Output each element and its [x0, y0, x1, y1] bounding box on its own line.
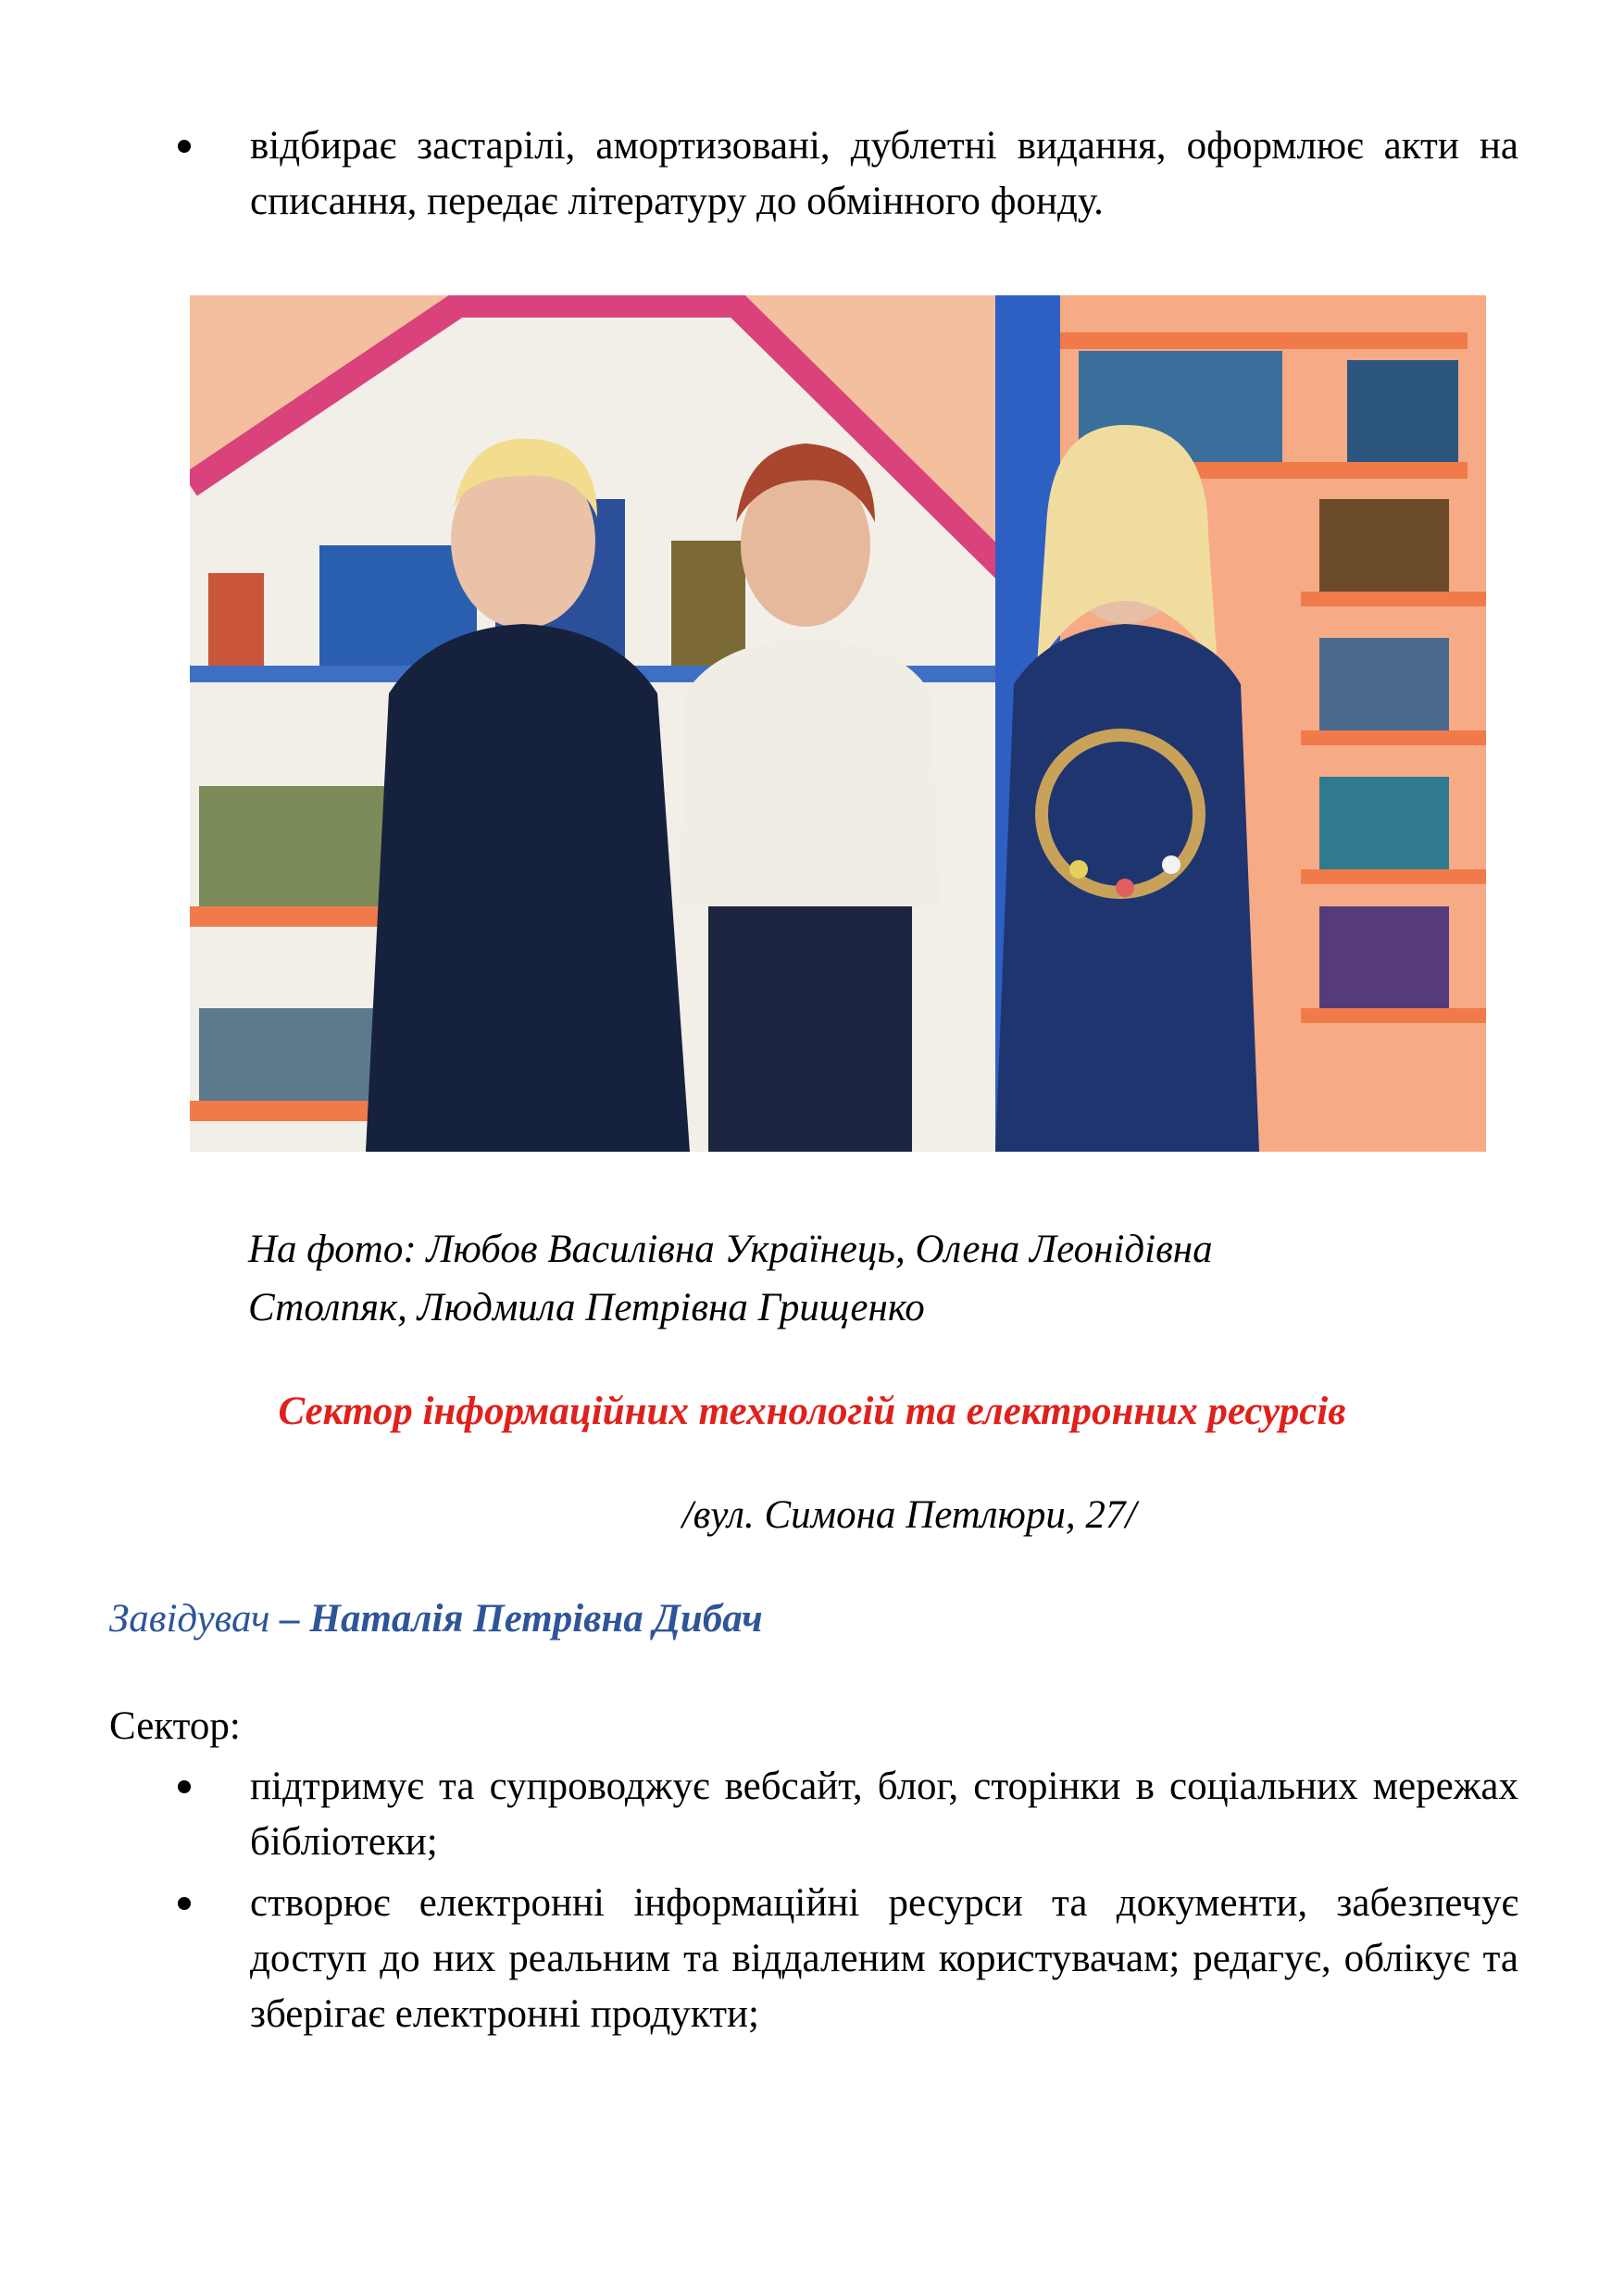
- head-dash: –: [280, 1597, 300, 1641]
- list-item-text: підтримує та супроводжує вебсайт, блог, сторінки в соціальних мережах бібліотеки;: [250, 1765, 1518, 1864]
- bullet-icon: [178, 1897, 191, 1910]
- sector-intro: Сектор:: [109, 1704, 241, 1748]
- section-address: /вул. Симона Петлюри, 27/: [681, 1493, 1137, 1537]
- section-head: [109, 1596, 763, 1641]
- head-name: Наталія Петрівна Дибач: [309, 1597, 763, 1641]
- caption-line-1: На фото: Любов Василівна Українець, Олена Леонідівна: [248, 1228, 1213, 1271]
- duties-list-top: [176, 119, 1518, 235]
- section-title: Сектор інформаційних технологій та електронних ресурсів: [278, 1390, 1346, 1433]
- photo-illustration: [190, 295, 1486, 1152]
- bullet-icon: [178, 140, 191, 153]
- list-item: [176, 1759, 1518, 1870]
- photo-caption: [248, 1220, 1452, 1337]
- photo-three-librarians: [190, 295, 1486, 1152]
- bullet-icon: [178, 1780, 191, 1793]
- list-item: [176, 1876, 1518, 2042]
- caption-line-2: Столпяк, Людмила Петрівна Грищенко: [248, 1286, 925, 1329]
- list-item-text: створює електронні інформаційні ресурси та документи, забезпечує доступ до них реальним та віддаленим користувачам; редагує, облікує та зберігає електронні продукти;: [250, 1881, 1518, 2036]
- list-item-text: відбирає застарілі, амортизовані, дублетні видання, оформлює акти на списання, передає літературу до обмінного фонду.: [250, 124, 1518, 223]
- list-item: [176, 119, 1518, 230]
- duties-list-bottom: [176, 1759, 1518, 2048]
- head-role: Завідувач: [109, 1597, 270, 1641]
